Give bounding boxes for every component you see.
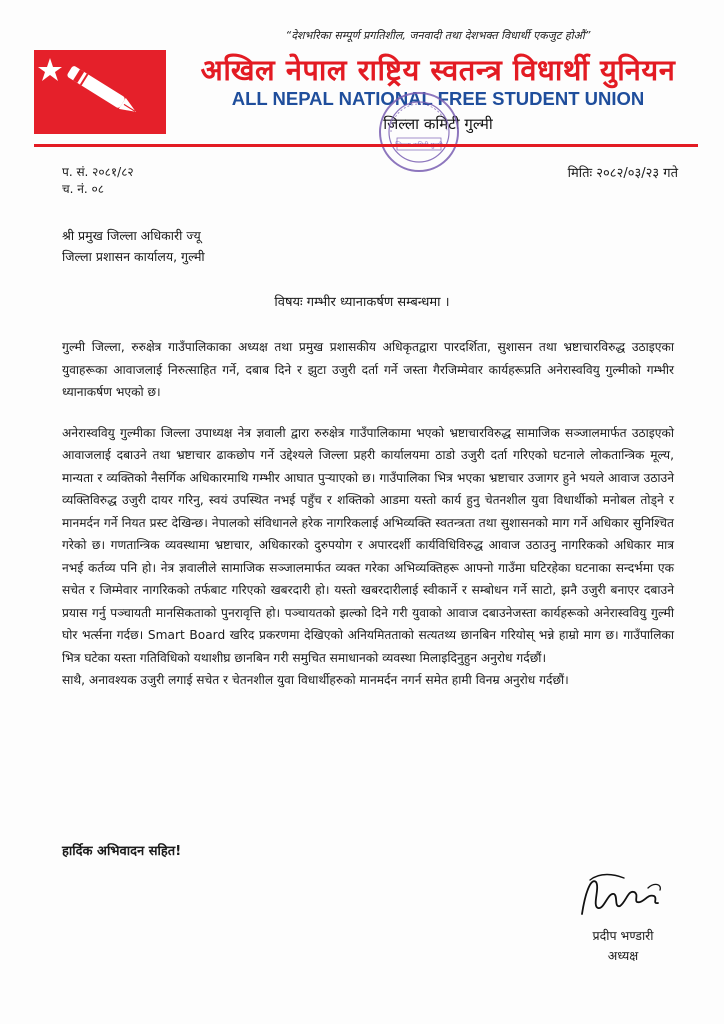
committee-name: जिल्ला कमिटी गुल्मी	[383, 115, 493, 133]
body-paragraph-1: गुल्मी जिल्ला, रुरुक्षेत्र गाउँपालिकाका अध्यक्ष तथा प्रमुख प्रशासकीय अधिकृतद्वारा पारदर्शिता, सुशासन तथा भ्रष्टाचारविरुद्ध उठाइएका युवाहरूका आवाजलाई निरुत्साहित गर्ने, दबाब दिने र झुटा उजुरी दर्ता गर्ने जस्ता गैरजिम्मेवार कार्यहरूप्रति अनेरास्ववियु गुल्मीको गम्भीर ध्यानाकर्षण भएको छ।	[62, 340, 674, 399]
addressee-line-2: जिल्ला प्रशासन कार्यालय, गुल्मी	[62, 249, 205, 264]
letter-body	[62, 336, 674, 692]
signatory-name: प्रदीप भण्डारी	[592, 928, 654, 943]
body-paragraph-2: अनेरास्ववियु गुल्मीका जिल्ला उपाध्यक्ष नेत्र ज्ञवाली द्वारा रुरुक्षेत्र गाउँपालिकामा भएको भ्रष्टाचारविरुद्ध सामाजिक सञ्जालमार्फत उठाइएको आवाजलाई दबाउने तथा भ्रष्टाचार ढाकछोप गर्ने उद्देश्यले जिल्ला प्रहरी कार्यालयमा ठाडो उजुरी दर्ता गरिएको घटनाले लोकतान्त्रिक मूल्य, मान्यता र व्यक्तिको नैसर्गिक अधिकारमाथि गम्भीर आघात पुर्‍याएको छ। गाउँपालिका भित्र भएका भ्रष्टाचार उजागर हुने भयले आवाज उठाउने व्यक्तिविरुद्ध उजुरी दायर गरिनु, स्वयं उपस्थित नभई पहुँच र शक्तिको आडमा यस्तो कार्य हुनु चेतनशील युवा विधार्थीको मनोबल तोड्ने र मानमर्दन गर्ने नियत प्रस्ट देखिन्छ। नेपालको संविधानले हरेक नागरिकलाई अभिव्यक्ति स्वतन्त्रता तथा सुशासनको माग गर्ने अधिकार सुनिश्चित गरेको छ। गणतान्त्रिक व्यवस्थामा भ्रष्टाचार, अधिकारको दुरुपयोग र अपारदर्शी कार्यविधिविरुद्ध आवाज उठाउनु नागरिकको अधिकार मात्र नभई कर्तव्य पनि हो। नेत्र ज्ञवालीले सामाजिक सञ्जालमार्फत व्यक्त गरेका अभिव्यक्तिहरू आफ्नो गाउँमा घटिरहेका घटनाका सन्दर्भमा एक सचेत र जिम्मेवार नागरिकको तर्फबाट गरिएको खबरदारी हो। यस्तो खबरदारीलाई स्वीकार्ने र सम्बोधन गर्ने साटो, झनै उजुरी बनाएर दबाउने प्रयास गर्नु पञ्चायती मानसिकताको पुनरावृत्ति हो। पञ्चायतको झल्को दिने गरी युवाको आवाज दबाउनेजस्ता कार्यहरूको अनेरास्ववियु गुल्मी घोर भर्त्सना गर्दछ। Smart Board खरिद प्रकरणमा देखिएको अनियमितताको सत्यतथ्य छानबिन गरियोस् भन्ने हाम्रो माग छ। गाउँपालिका भित्र घटेका यस्ता गतिविधिको यथाशीघ्र छानबिन गरी समुचित समाधानको व्यवस्था मिलाइदिनुहुन अनुरोध गर्दछौं।	[62, 425, 674, 665]
letter-subject: विषयः गम्भीर ध्यानाकर्षण सम्बन्धमा ।	[274, 295, 450, 310]
closing-greeting: हार्दिक अभिवादन सहित!	[62, 844, 182, 859]
reference-block	[62, 164, 134, 198]
dispatch-number: च. नं. ०८	[62, 182, 105, 196]
signatory-block	[568, 926, 678, 966]
addressee-line-1: श्री प्रमुख जिल्ला अधिकारी ज्यू	[62, 228, 201, 243]
organization-flag-logo	[34, 50, 166, 134]
organization-name-english: ALL NEPAL NATIONAL FREE STUDENT UNION	[231, 88, 645, 109]
official-stamp	[377, 90, 461, 174]
slogan: “देशभरिका सम्पूर्ण प्रगतिशील, जनवादी तथा देशभक्त विधार्थी एकजुट होऔं”	[285, 29, 591, 42]
signatory-title: अध्यक्ष	[607, 948, 639, 963]
letter-date: मितिः २०८२/०३/२३ गते	[567, 166, 678, 181]
handwritten-signature	[570, 868, 670, 926]
star-pen-emblem-icon	[34, 50, 166, 134]
addressee-block	[62, 225, 205, 267]
body-paragraph-3: साथै, अनावश्यक उजुरी लगाई सचेत र चेतनशील युवा विधार्थीहरुको मानमर्दन नगर्न समेत हामी विनम्र अनुरोध गर्दछौं।	[62, 673, 569, 687]
organization-name-nepali: अखिल नेपाल राष्ट्रिय स्वतन्त्र विधार्थी युनियन	[200, 53, 676, 87]
letter-number: प. सं. २०८१/८२	[62, 165, 134, 179]
header-divider	[34, 144, 698, 147]
